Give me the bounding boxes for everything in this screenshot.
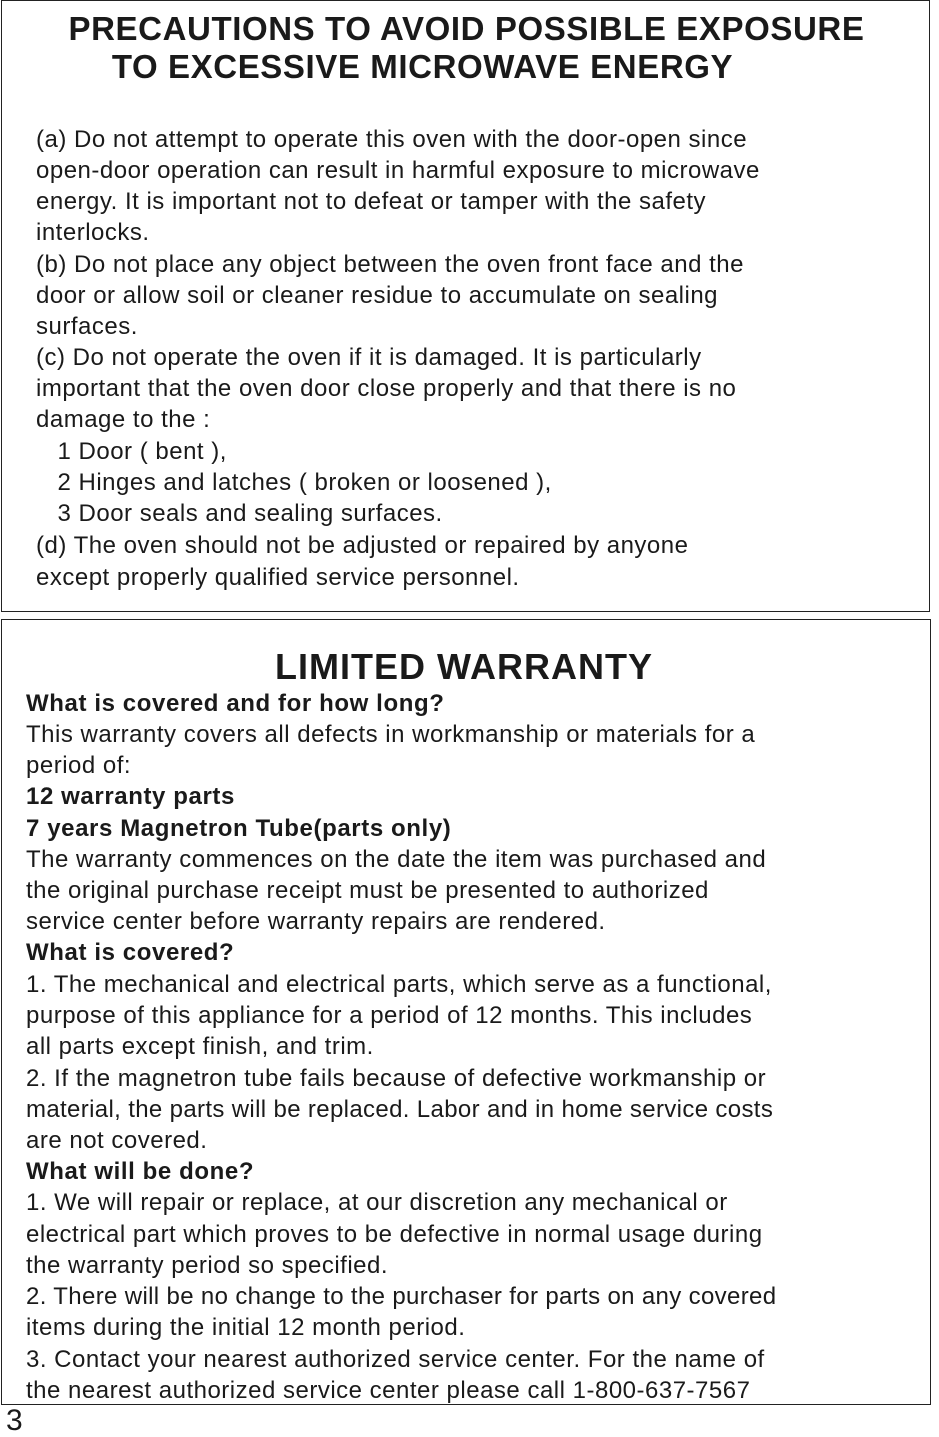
warranty-line: are not covered.	[26, 1127, 208, 1154]
warranty-line: 1. The mechanical and electrical parts, which serve as a functional,	[26, 971, 772, 998]
precaution-line: energy. It is important not to defeat or tamper with the safety	[36, 188, 707, 215]
warranty-heading: What is covered and for how long?	[26, 690, 445, 717]
warranty-heading: What is covered?	[26, 939, 235, 966]
warranty-term-magnetron: 7 years Magnetron Tube(parts only)	[26, 815, 452, 842]
precaution-line: (c) Do not operate the oven if it is damaged. It is particularly	[36, 344, 702, 371]
warranty-term-parts: 12 warranty parts	[26, 783, 235, 810]
warranty-line: the warranty period so specified.	[26, 1252, 389, 1279]
warranty-line: 2. There will be no change to the purchaser for parts on any covered	[26, 1283, 777, 1310]
precaution-line: door or allow soil or cleaner residue to accumulate on sealing	[36, 282, 719, 309]
warranty-line: purpose of this appliance for a period of 12 months. This includes	[26, 1002, 753, 1029]
warranty-line: This warranty covers all defects in workmanship or materials for a	[26, 721, 756, 748]
precaution-line: 2 Hinges and latches ( broken or loosened ),	[36, 469, 552, 496]
warranty-line: electrical part which proves to be defective in normal usage during	[26, 1221, 763, 1248]
precaution-line: (a) Do not attempt to operate this oven with the door-open since	[36, 126, 748, 153]
warranty-heading: What will be done?	[26, 1158, 255, 1185]
warranty-line: 3. Contact your nearest authorized service center. For the name of	[26, 1346, 765, 1373]
warranty-line: the original purchase receipt must be presented to authorized	[26, 877, 709, 904]
precautions-title-line-1: PRECAUTIONS TO AVOID POSSIBLE EXPOSURE	[68, 10, 865, 47]
warranty-line: items during the initial 12 month period.	[26, 1314, 466, 1341]
precaution-line: 3 Door seals and sealing surfaces.	[36, 500, 443, 527]
warranty-line: 1. We will repair or replace, at our discretion any mechanical or	[26, 1189, 728, 1216]
warranty-title: LIMITED WARRANTY	[275, 646, 653, 687]
precaution-line: surfaces.	[36, 313, 138, 340]
precaution-line: open-door operation can result in harmful exposure to microwave	[36, 157, 760, 184]
precautions-section	[1, 0, 930, 612]
precaution-line: (b) Do not place any object between the oven front face and the	[36, 251, 744, 278]
precaution-line: (d) The oven should not be adjusted or repaired by anyone	[36, 532, 689, 559]
warranty-line: The warranty commences on the date the item was purchased and	[26, 846, 767, 873]
precaution-line: interlocks.	[36, 219, 150, 246]
warranty-line: material, the parts will be replaced. Labor and in home service costs	[26, 1096, 774, 1123]
precaution-line: 1 Door ( bent ),	[36, 438, 227, 465]
warranty-line: 2. If the magnetron tube fails because of defective workmanship or	[26, 1065, 767, 1092]
warranty-line: service center before warranty repairs are rendered.	[26, 908, 606, 935]
warranty-line: the nearest authorized service center please call 1-800-637-7567	[26, 1377, 751, 1404]
warranty-section	[1, 619, 931, 1405]
precaution-line: important that the oven door close properly and that there is no	[36, 375, 737, 402]
precautions-title-line-2: TO EXCESSIVE MICROWAVE ENERGY	[111, 48, 734, 85]
page-number: 3	[6, 1404, 23, 1437]
warranty-line: period of:	[26, 752, 132, 779]
warranty-line: all parts except finish, and trim.	[26, 1033, 374, 1060]
precaution-line: damage to the :	[36, 406, 211, 433]
precaution-line: except properly qualified service personnel.	[36, 564, 520, 591]
